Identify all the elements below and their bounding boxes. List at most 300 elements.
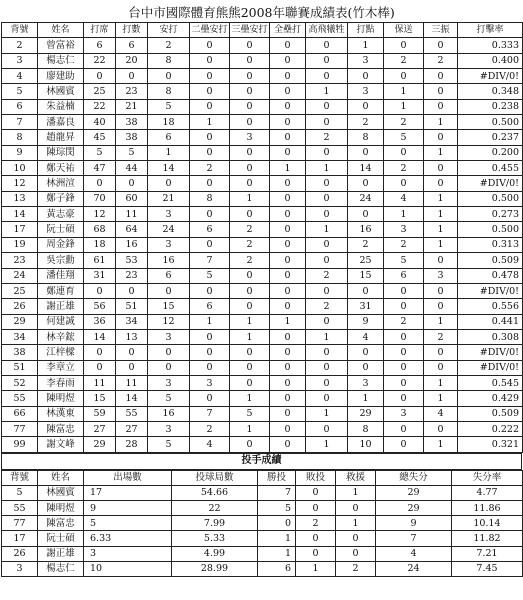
- batting-cell: 0: [384, 329, 424, 344]
- jersey-number: 26: [2, 546, 38, 561]
- batting-cell: 15: [348, 268, 384, 283]
- batting-cell: 0: [270, 268, 306, 283]
- batting-cell: 0: [270, 130, 306, 145]
- batting-cell: 0: [190, 283, 230, 298]
- batting-cell: 1: [148, 145, 190, 160]
- batting-cell: 0: [270, 145, 306, 160]
- jersey-number: 3: [2, 53, 38, 68]
- batting-cell: 0: [148, 345, 190, 360]
- batting-row: [2, 329, 523, 344]
- batting-header-cell: 全壘打: [270, 23, 306, 38]
- batting-cell: 1: [384, 84, 424, 99]
- batting-cell: 0: [348, 69, 384, 84]
- batting-cell: 0: [384, 38, 424, 53]
- batting-cell: 0: [384, 69, 424, 84]
- pitching-table: [1, 470, 523, 577]
- batting-cell: 0: [230, 207, 270, 222]
- batting-header-cell: 保送: [384, 23, 424, 38]
- batting-cell: 0: [230, 84, 270, 99]
- pitching-cell: 1: [258, 531, 296, 546]
- batting-cell: 1: [306, 222, 348, 237]
- batting-cell: 6: [148, 130, 190, 145]
- batting-cell: 11: [116, 375, 148, 390]
- batting-cell: 0: [190, 176, 230, 191]
- batting-row: [2, 268, 523, 283]
- batting-cell: 1: [384, 207, 424, 222]
- jersey-number: 12: [2, 176, 38, 191]
- batting-cell: 0: [306, 283, 348, 298]
- batting-cell: 24: [348, 191, 384, 206]
- batting-cell: 0: [190, 84, 230, 99]
- pitching-header-cell: 勝投: [258, 470, 296, 485]
- batting-cell: 0: [348, 283, 384, 298]
- batting-header-cell: 二壘安打: [190, 23, 230, 38]
- batting-cell: 28: [116, 437, 148, 452]
- player-name: 趙龍昇: [38, 130, 84, 145]
- pitching-cell: 4.99: [172, 546, 258, 561]
- batting-cell: 0.273: [458, 207, 523, 222]
- pitching-cell: 10.14: [452, 516, 523, 531]
- batting-cell: 7: [190, 253, 230, 268]
- pitching-cell: 11.82: [452, 531, 523, 546]
- player-name: 阮士碩: [38, 222, 84, 237]
- pitching-cell: 7.99: [172, 516, 258, 531]
- batting-cell: #DIV/0!: [458, 345, 523, 360]
- batting-cell: 16: [148, 253, 190, 268]
- batting-cell: 14: [348, 161, 384, 176]
- batting-cell: 0: [270, 360, 306, 375]
- batting-cell: 59: [84, 406, 116, 421]
- pitching-header-row: [2, 470, 523, 485]
- batting-row: [2, 161, 523, 176]
- pitcher-name: 楊志仁: [38, 561, 84, 576]
- batting-cell: 0: [84, 69, 116, 84]
- batting-table: [1, 22, 523, 453]
- player-name: 李春雨: [38, 375, 84, 390]
- batting-cell: 2: [348, 237, 384, 252]
- pitching-cell: 7.45: [452, 561, 523, 576]
- jersey-number: 99: [2, 437, 38, 452]
- pitching-cell: 5: [258, 501, 296, 516]
- player-name: 潘嘉良: [38, 115, 84, 130]
- batting-cell: 3: [148, 421, 190, 436]
- batting-cell: 0: [384, 421, 424, 436]
- pitching-section: [1, 453, 522, 470]
- batting-cell: 6: [84, 38, 116, 53]
- batting-cell: 0.478: [458, 268, 523, 283]
- batting-cell: 38: [116, 130, 148, 145]
- batting-cell: 0: [306, 391, 348, 406]
- batting-cell: 0: [190, 145, 230, 160]
- batting-cell: 0: [270, 406, 306, 421]
- batting-cell: 3: [190, 375, 230, 390]
- batting-cell: 3: [148, 207, 190, 222]
- batting-cell: 2: [306, 130, 348, 145]
- batting-cell: 0: [424, 99, 458, 114]
- batting-cell: 0: [230, 38, 270, 53]
- batting-cell: 0: [424, 253, 458, 268]
- pitching-row: [2, 561, 523, 576]
- batting-cell: 21: [148, 191, 190, 206]
- jersey-number: 17: [2, 222, 38, 237]
- batting-cell: 0: [270, 69, 306, 84]
- sheet-title: 台中市國際體育熊熊2008年聯賽成績表(竹木棒): [128, 5, 395, 20]
- batting-cell: 0: [230, 115, 270, 130]
- batting-cell: 0: [230, 53, 270, 68]
- batting-row: [2, 283, 523, 298]
- batting-cell: 1: [270, 314, 306, 329]
- batting-cell: 0: [84, 345, 116, 360]
- player-name: 謝正雄: [38, 299, 84, 314]
- pitching-section-title: 投手成績: [2, 453, 522, 469]
- batting-cell: 0: [384, 437, 424, 452]
- batting-header-cell: 背號: [2, 23, 38, 38]
- batting-cell: 0.348: [458, 84, 523, 99]
- batting-cell: 15: [148, 299, 190, 314]
- jersey-number: 13: [2, 191, 38, 206]
- batting-cell: 8: [190, 191, 230, 206]
- batting-cell: 1: [424, 237, 458, 252]
- jersey-number: 55: [2, 391, 38, 406]
- batting-header-row: [2, 23, 523, 38]
- player-name: 林辛鋐: [38, 329, 84, 344]
- pitcher-name: 阮士碩: [38, 531, 84, 546]
- batting-cell: 55: [116, 406, 148, 421]
- jersey-number: 29: [2, 314, 38, 329]
- batting-cell: 0: [190, 207, 230, 222]
- batting-cell: 8: [148, 53, 190, 68]
- player-name: 陳富忠: [38, 421, 84, 436]
- player-name: 周金鋒: [38, 237, 84, 252]
- player-name: 黃志豪: [38, 207, 84, 222]
- batting-row: [2, 406, 523, 421]
- batting-cell: 0: [424, 161, 458, 176]
- batting-cell: 0: [348, 145, 384, 160]
- batting-cell: 34: [116, 314, 148, 329]
- batting-cell: 4: [424, 406, 458, 421]
- batting-row: [2, 222, 523, 237]
- batting-cell: 2: [384, 115, 424, 130]
- batting-header-cell: 打擊率: [458, 23, 523, 38]
- jersey-number: 38: [2, 345, 38, 360]
- batting-cell: 1: [424, 375, 458, 390]
- batting-cell: 1: [424, 222, 458, 237]
- batting-cell: 20: [116, 53, 148, 68]
- batting-cell: 5: [84, 145, 116, 160]
- batting-cell: 0: [230, 99, 270, 114]
- batting-cell: 0: [116, 283, 148, 298]
- batting-cell: 5: [148, 391, 190, 406]
- batting-cell: 16: [348, 222, 384, 237]
- batting-header-cell: 打數: [116, 23, 148, 38]
- batting-cell: 0: [190, 345, 230, 360]
- pitching-header-cell: 姓名: [38, 470, 84, 485]
- batting-cell: 0: [348, 345, 384, 360]
- player-name: 廖建助: [38, 69, 84, 84]
- batting-cell: 0.545: [458, 375, 523, 390]
- pitching-cell: 7.21: [452, 546, 523, 561]
- batting-cell: 8: [348, 421, 384, 436]
- batting-row: [2, 38, 523, 53]
- batting-cell: 5: [148, 437, 190, 452]
- batting-cell: 0: [424, 345, 458, 360]
- batting-cell: 1: [270, 161, 306, 176]
- batting-cell: 1: [306, 161, 348, 176]
- batting-cell: 0: [190, 53, 230, 68]
- batting-cell: 2: [384, 161, 424, 176]
- player-name: 何建誠: [38, 314, 84, 329]
- player-name: 鄭天祐: [38, 161, 84, 176]
- batting-cell: 3: [348, 84, 384, 99]
- jersey-number: 5: [2, 84, 38, 99]
- player-name: 江梓樑: [38, 345, 84, 360]
- pitching-cell: 7: [258, 485, 296, 500]
- pitching-header-cell: 失分率: [452, 470, 523, 485]
- batting-cell: 1: [190, 314, 230, 329]
- batting-cell: 0.313: [458, 237, 523, 252]
- jersey-number: 4: [2, 69, 38, 84]
- batting-cell: 0.429: [458, 391, 523, 406]
- batting-cell: 0: [84, 176, 116, 191]
- batting-cell: 1: [424, 207, 458, 222]
- batting-cell: 53: [116, 253, 148, 268]
- batting-cell: 2: [306, 268, 348, 283]
- batting-cell: 0: [306, 314, 348, 329]
- batting-cell: 27: [116, 421, 148, 436]
- batting-cell: 0: [384, 391, 424, 406]
- batting-cell: #DIV/0!: [458, 283, 523, 298]
- batting-cell: 0: [230, 299, 270, 314]
- player-name: 李章立: [38, 360, 84, 375]
- batting-cell: 0: [230, 145, 270, 160]
- batting-cell: 3: [424, 268, 458, 283]
- pitching-cell: 0: [336, 546, 376, 561]
- jersey-number: 7: [2, 115, 38, 130]
- batting-cell: 0: [190, 69, 230, 84]
- jersey-number: 24: [2, 268, 38, 283]
- pitching-cell: 29: [376, 501, 452, 516]
- pitching-cell: 1: [296, 561, 336, 576]
- batting-row: [2, 191, 523, 206]
- batting-cell: 8: [148, 84, 190, 99]
- batting-cell: 1: [424, 437, 458, 452]
- batting-cell: 14: [148, 161, 190, 176]
- batting-cell: #DIV/0!: [458, 176, 523, 191]
- batting-cell: 0: [424, 421, 458, 436]
- batting-cell: 25: [84, 84, 116, 99]
- pitching-header-cell: 背號: [2, 470, 38, 485]
- batting-cell: 0: [306, 360, 348, 375]
- batting-cell: 5: [230, 406, 270, 421]
- batting-cell: 1: [306, 84, 348, 99]
- batting-cell: 0.441: [458, 314, 523, 329]
- batting-cell: 18: [84, 237, 116, 252]
- batting-cell: 38: [116, 115, 148, 130]
- batting-row: [2, 345, 523, 360]
- batting-cell: 2: [230, 253, 270, 268]
- batting-cell: 60: [116, 191, 148, 206]
- jersey-number: 26: [2, 299, 38, 314]
- batting-row: [2, 437, 523, 452]
- batting-cell: 3: [384, 222, 424, 237]
- batting-cell: 47: [84, 161, 116, 176]
- batting-header-cell: 打點: [348, 23, 384, 38]
- jersey-number: 66: [2, 406, 38, 421]
- batting-cell: 14: [84, 329, 116, 344]
- pitching-cell: 24: [376, 561, 452, 576]
- batting-cell: 0: [230, 69, 270, 84]
- pitching-cell: 9: [376, 516, 452, 531]
- pitching-cell: 0: [336, 531, 376, 546]
- pitching-cell: 5.33: [172, 531, 258, 546]
- batting-cell: 0: [270, 253, 306, 268]
- batting-cell: 0: [424, 299, 458, 314]
- batting-cell: 0.333: [458, 38, 523, 53]
- batting-cell: 2: [190, 161, 230, 176]
- batting-cell: 0: [270, 437, 306, 452]
- jersey-number: 23: [2, 253, 38, 268]
- batting-cell: 24: [148, 222, 190, 237]
- jersey-number: 9: [2, 145, 38, 160]
- batting-cell: 0: [384, 176, 424, 191]
- batting-cell: 13: [116, 329, 148, 344]
- batting-cell: 0: [148, 69, 190, 84]
- jersey-number: 17: [2, 531, 38, 546]
- pitching-header-cell: 投球局數: [172, 470, 258, 485]
- batting-cell: 0: [384, 360, 424, 375]
- batting-cell: 0: [424, 130, 458, 145]
- batting-cell: 0: [270, 237, 306, 252]
- batting-cell: 8: [348, 130, 384, 145]
- pitching-cell: 7: [376, 531, 452, 546]
- jersey-number: 52: [2, 375, 38, 390]
- batting-cell: 0: [230, 176, 270, 191]
- batting-cell: 1: [230, 314, 270, 329]
- batting-cell: 0: [230, 161, 270, 176]
- batting-cell: 0: [384, 299, 424, 314]
- player-name: 朱益楠: [38, 99, 84, 114]
- batting-cell: 2: [190, 421, 230, 436]
- jersey-number: 25: [2, 283, 38, 298]
- batting-cell: 0: [230, 283, 270, 298]
- pitching-row: [2, 501, 523, 516]
- jersey-number: 8: [2, 130, 38, 145]
- player-name: 林國賓: [38, 84, 84, 99]
- batting-cell: 0: [116, 176, 148, 191]
- batting-cell: 22: [84, 99, 116, 114]
- player-name: 陳明煜: [38, 391, 84, 406]
- batting-cell: 1: [230, 329, 270, 344]
- pitching-cell: 5: [84, 516, 172, 531]
- batting-cell: 70: [84, 191, 116, 206]
- batting-cell: 0: [306, 145, 348, 160]
- batting-cell: 11: [116, 207, 148, 222]
- pitching-cell: 3: [84, 546, 172, 561]
- batting-cell: 0: [148, 176, 190, 191]
- batting-cell: 3: [384, 406, 424, 421]
- pitcher-name: 林國賓: [38, 485, 84, 500]
- batting-cell: 61: [84, 253, 116, 268]
- batting-cell: 0: [270, 115, 306, 130]
- batting-cell: 0: [384, 283, 424, 298]
- batting-cell: 0: [424, 84, 458, 99]
- pitching-cell: 6.33: [84, 531, 172, 546]
- jersey-number: 55: [2, 501, 38, 516]
- batting-cell: 12: [148, 314, 190, 329]
- batting-cell: 29: [348, 406, 384, 421]
- batting-cell: 1: [348, 38, 384, 53]
- batting-header-cell: 姓名: [38, 23, 84, 38]
- pitching-cell: 29: [376, 485, 452, 500]
- batting-cell: 1: [306, 329, 348, 344]
- batting-cell: 68: [84, 222, 116, 237]
- batting-cell: 1: [424, 115, 458, 130]
- player-name: 林洲渲: [38, 176, 84, 191]
- batting-row: [2, 99, 523, 114]
- batting-cell: 51: [116, 299, 148, 314]
- batting-header-cell: 三壘安打: [230, 23, 270, 38]
- batting-cell: 0: [384, 145, 424, 160]
- batting-cell: 0.509: [458, 406, 523, 421]
- batting-cell: 1: [424, 191, 458, 206]
- pitching-cell: 2: [336, 561, 376, 576]
- batting-cell: 0: [270, 53, 306, 68]
- batting-cell: 1: [230, 421, 270, 436]
- batting-cell: 0: [306, 345, 348, 360]
- batting-cell: 1: [424, 314, 458, 329]
- pitching-cell: 22: [172, 501, 258, 516]
- batting-cell: 0: [230, 437, 270, 452]
- batting-cell: 0: [348, 360, 384, 375]
- batting-cell: 0: [270, 84, 306, 99]
- batting-cell: 18: [148, 115, 190, 130]
- batting-row: [2, 53, 523, 68]
- batting-cell: 0.200: [458, 145, 523, 160]
- jersey-number: 3: [2, 561, 38, 576]
- batting-row: [2, 176, 523, 191]
- pitcher-name: 陳明煜: [38, 501, 84, 516]
- batting-cell: 10: [348, 437, 384, 452]
- pitching-cell: 10: [84, 561, 172, 576]
- batting-cell: 0: [306, 191, 348, 206]
- batting-cell: 12: [84, 207, 116, 222]
- pitching-cell: 0: [296, 485, 336, 500]
- batting-cell: 0: [230, 268, 270, 283]
- batting-cell: 4: [348, 329, 384, 344]
- batting-cell: 6: [190, 222, 230, 237]
- batting-cell: 25: [348, 253, 384, 268]
- player-name: 林漢東: [38, 406, 84, 421]
- batting-cell: 29: [84, 437, 116, 452]
- player-name: 陳琮閔: [38, 145, 84, 160]
- pitching-cell: 2: [296, 516, 336, 531]
- batting-header-cell: 打席: [84, 23, 116, 38]
- pitching-cell: 11.86: [452, 501, 523, 516]
- batting-cell: 0: [270, 207, 306, 222]
- batting-cell: 23: [116, 84, 148, 99]
- batting-cell: 36: [84, 314, 116, 329]
- batting-cell: 0: [424, 283, 458, 298]
- batting-cell: 0: [306, 99, 348, 114]
- batting-cell: 16: [148, 406, 190, 421]
- batting-cell: 0: [270, 222, 306, 237]
- pitching-row: [2, 531, 523, 546]
- jersey-number: 2: [2, 38, 38, 53]
- batting-cell: 5: [190, 268, 230, 283]
- batting-cell: 0: [270, 329, 306, 344]
- batting-cell: 0: [270, 345, 306, 360]
- batting-cell: 0.222: [458, 421, 523, 436]
